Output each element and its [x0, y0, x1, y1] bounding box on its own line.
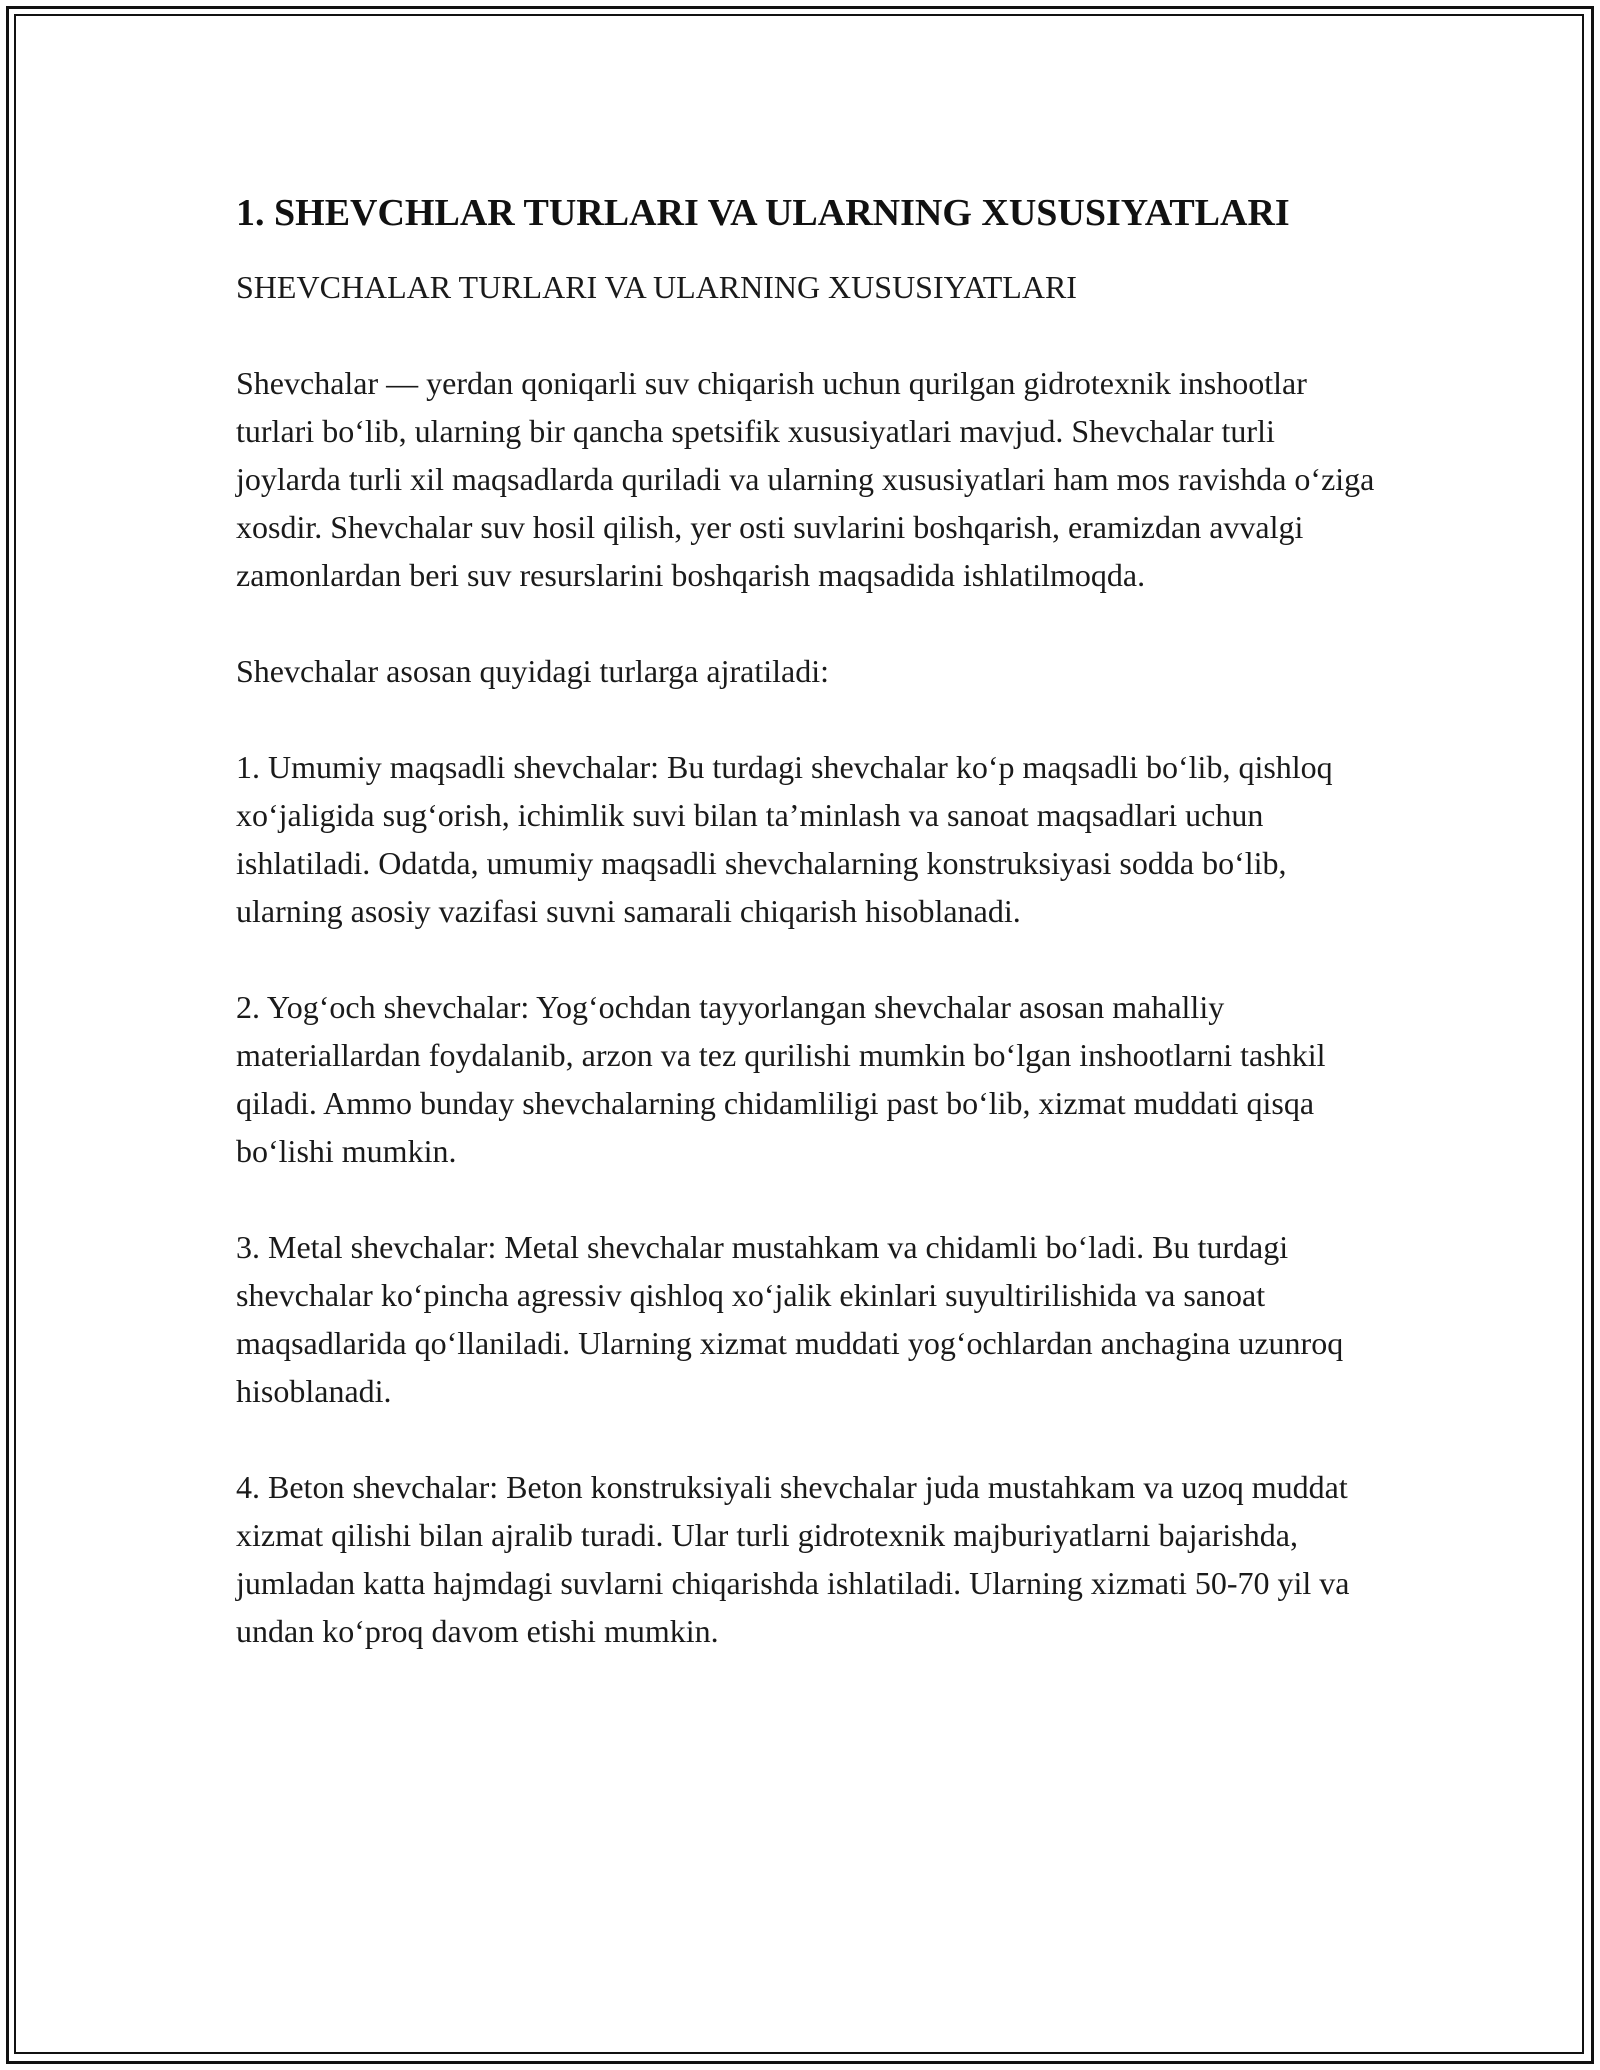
paragraph-general-purpose: 1. Umumiy maqsadli shevchalar: Bu turdagi shevchalar ko‘p maqsadli bo‘lib, qishloq xo‘jaligida sug‘orish, ichimlik suvi bilan ta’minlash va sanoat maqsadlari uchun ishlatiladi. Odatda, umumiy maqsadli shevchalarning konstruksiyasi sodda bo‘lib, ularning asosiy vazifasi suvni samarali chiqarish hisoblanadi. — [236, 749, 1333, 929]
paragraph-concrete: 4. Beton shevchalar: Beton konstruksiyali shevchalar juda mustahkam va uzoq muddat xizmat qilishi bilan ajralib turadi. Ular turli gidrotexnik majburiyatlarni bajarishda, jumladan katta hajmdagi suvlarni chiqarishda ishlatiladi. Ularning xizmati 50-70 yil va undan ko‘proq davom etishi mumkin. — [236, 1469, 1350, 1649]
paragraph-metal: 3. Metal shevchalar: Metal shevchalar mustahkam va chidamli bo‘ladi. Bu turdagi shevchalar ko‘pincha agressiv qishloq xo‘jalik ekinlari suyultirilishida va sanoat maqsadlarida qo‘llaniladi. Ularning xizmat muddati yog‘ochlardan anchagina uzunroq hisoblanadi. — [236, 1229, 1344, 1409]
document-title: 1. SHEVCHLAR TURLARI VA ULARNING XUSUSIYATLARI — [236, 192, 1290, 234]
paragraph-wooden: 2. Yog‘och shevchalar: Yog‘ochdan tayyorlangan shevchalar asosan mahalliy materiallardan foydalanib, arzon va tez qurilishi mumkin bo‘lgan inshootlarni tashkil qiladi. Ammo bunday shevchalarning chidamliligi past bo‘lib, xizmat muddati qisqa bo‘lishi mumkin. — [236, 989, 1326, 1169]
paragraph-intro: Shevchalar — yerdan qoniqarli suv chiqarish uchun qurilgan gidrotexnik inshootlar turlari bo‘lib, ularning bir qancha spetsifik xususiyatlari mavjud. Shevchalar turli joylarda turli xil maqsadlarda quriladi va ularning xususiyatlari ham mos ravishda o‘ziga xosdir. Shevchalar suv hosil qilish, yer osti suvlarini boshqarish, eramizdan avvalgi zamonlardan beri suv resurslarini boshqarish maqsadida ishlatilmoqda. — [236, 365, 1375, 593]
document-subtitle: SHEVCHALAR TURLARI VA ULARNING XUSUSIYATLARI — [236, 269, 1077, 305]
paragraph-types-intro: Shevchalar asosan quyidagi turlarga ajratiladi: — [236, 653, 829, 689]
document-body — [236, 186, 1380, 1655]
